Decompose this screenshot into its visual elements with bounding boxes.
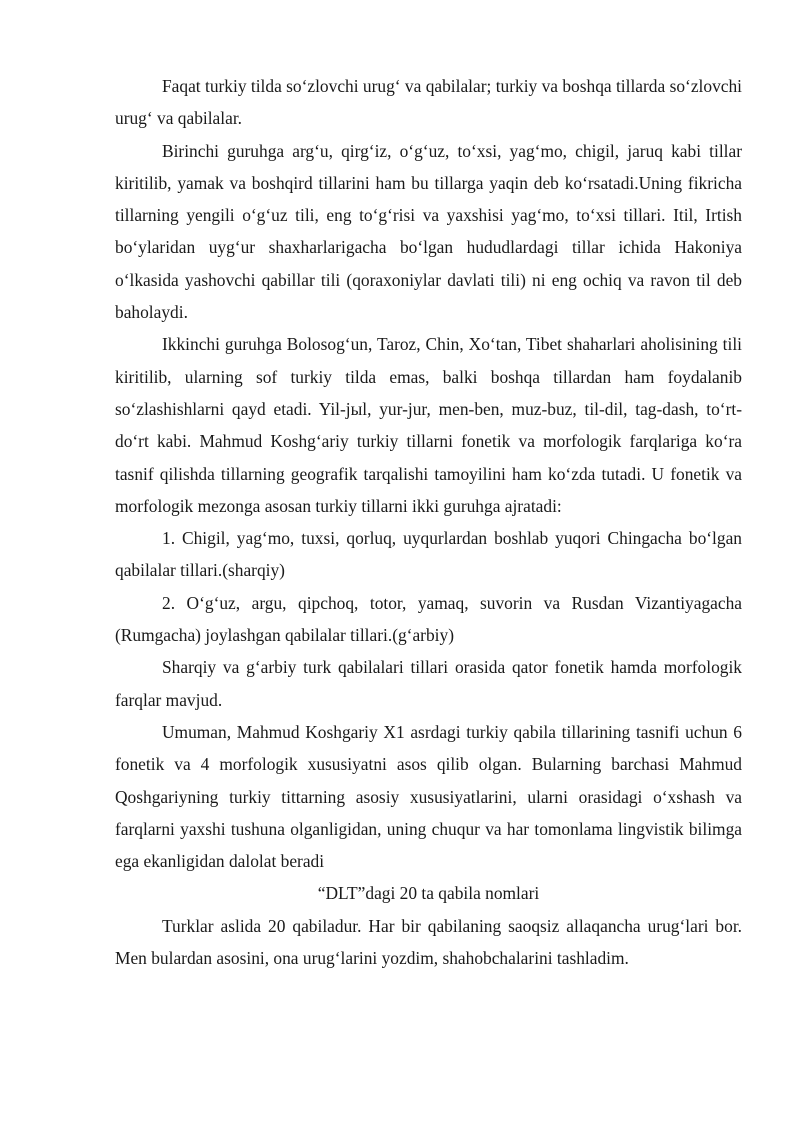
paragraph-closing: Turklar aslida 20 qabiladur. Har bir qabilaning saoqsiz allaqancha urug‘lari bor. Men bulardan asosini, ona urug‘larini yozdim, shahobchalarini tashladim.: [115, 915, 742, 969]
paragraph-east-west-differences: Sharqiy va g‘arbiy turk qabilalari tillari orasida qator fonetik hamda morfologik farqlar mavjud.: [115, 657, 742, 710]
paragraph-first-group: Birinchi guruhga arg‘u, qirg‘iz, o‘g‘uz, to‘xsi, yag‘mo, chigil, jaruq kabi tillar kiritilib, yamak va boshqird tillarini ham bu tillarga yaqin deb ko‘rsatadi.Uning fikricha tillarning yengili o‘g‘uz tili, eng to‘g‘risi va yaxshisi yag‘mo, to‘xsi tillari. Itil, Irtish bo‘ylaridan uyg‘ur shaxharlarigacha bo‘lgan hududlardagi tillar ichida Hakoniya o‘lkasida yashovchi qabillar tili (qoraxoniylar davlati tili) ni eng ochiq va ravon til deb baholaydi.: [115, 140, 742, 323]
paragraph-second-group: Ikkinchi guruhga Bolosog‘un, Taroz, Chin, Xo‘tan, Tibet shaharlari aholisining tili kiritilib, ularning sof turkiy tilda emas, balki boshqa tillardan ham foydalanib so‘zlashishlarni qayd etadi. Yil-jыl, yur-jur, men-ben, muz-buz, til-dil, tag-dash, to‘rt-do‘rt kabi. Mahmud Koshg‘ariy turkiy tillarni fonetik va morfologik farqlariga ko‘ra tasnif qilishda tillarning geografik tarqalishi tamoyilini ham ko‘zda tutadi. U fonetik va morfologik mezonga asosan turkiy tillarni ikki guruhga ajratadi:: [115, 334, 742, 516]
paragraph-list-item-western: 2. O‘g‘uz, argu, qipchoq, totor, yamaq, suvorin va Rusdan Vizantiyagacha (Rumgacha) joylashgan qabilalar tillari.(g‘arbiy): [115, 592, 742, 646]
paragraph-tribes-intro: Faqat turkiy tilda so‘zlovchi urug‘ va qabilalar; turkiy va boshqa tillarda so‘zlovchi urug‘ va qabilalar.: [115, 76, 743, 129]
section-heading: “DLT”dagi 20 ta qabila nomlari: [317, 883, 540, 904]
paragraph-list-item-eastern: 1. Chigil, yag‘mo, tuxsi, qorluq, uyqurlardan boshlab yuqori Chingacha bo‘lgan qabilalar tillari.(sharqiy): [115, 528, 742, 581]
document-page: [115, 70, 742, 974]
paragraph-summary: Umuman, Mahmud Koshgariy X1 asrdagi turkiy qabila tillarining tasnifi uchun 6 fonetik va 4 morfologik xususiyatni asos qilib olgan. Bularning barchasi Mahmud Qoshgariyning turkiy tittarning asosiy xususiyatlarini, ularni orasidagi o‘xshash va farqlarni yaxshi tushuna olganligidan, uning chuqur va har tomonlama lingvistik bilimga ega ekanligidan dalolat beradi: [115, 721, 742, 872]
